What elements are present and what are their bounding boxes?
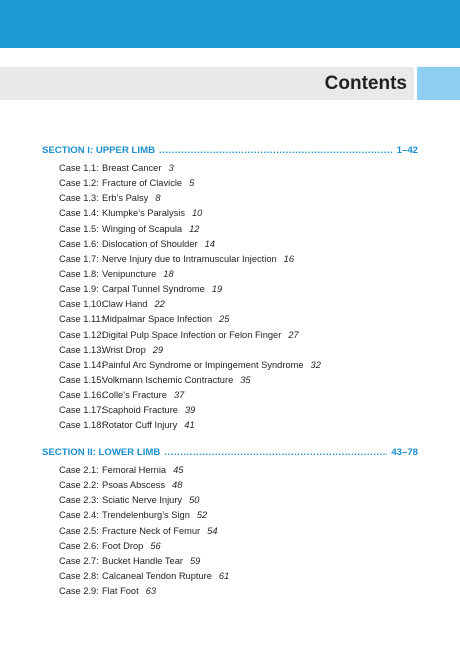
case-title-wrap (102, 463, 183, 478)
case-title-wrap (102, 569, 229, 584)
case-title-wrap (102, 403, 195, 418)
case-title: Flat Foot (102, 586, 139, 597)
case-page-number: 10 (192, 208, 203, 219)
toc-entry[interactable] (59, 252, 419, 267)
toc-entry[interactable] (59, 237, 419, 252)
case-title: Scaphoid Fracture (102, 405, 178, 416)
case-title: Bucket Handle Tear (102, 555, 183, 566)
case-number: Case 1.13: (59, 344, 104, 355)
toc-entry[interactable] (59, 554, 419, 569)
section-page-range: 1–42 (396, 145, 418, 156)
case-title: Dislocation of Shoulder (102, 238, 198, 249)
toc-entry[interactable] (59, 312, 419, 327)
case-page-number: 35 (240, 374, 251, 385)
case-title-wrap (102, 191, 161, 206)
case-title-wrap (102, 282, 222, 297)
toc-entry[interactable] (59, 478, 419, 493)
case-number: Case 1.5: (59, 223, 99, 234)
case-page-number: 37 (173, 390, 185, 401)
case-title-wrap (102, 328, 299, 343)
case-title: Nerve Injury due to Intramuscular Injection (102, 253, 277, 264)
case-title: Fracture Neck of Femur (102, 525, 201, 536)
case-title: Foot Drop (102, 540, 144, 551)
section-title: SECTION I: UPPER LIMB (42, 145, 155, 156)
case-title-wrap (102, 358, 321, 373)
header-color-band (0, 0, 460, 48)
case-title-wrap (102, 222, 199, 237)
case-page-number: 41 (184, 420, 195, 431)
case-page-number: 14 (204, 238, 215, 249)
toc-entry[interactable] (59, 539, 419, 554)
case-number: Case 2.7: (59, 555, 99, 566)
toc-entry[interactable] (59, 358, 419, 373)
case-title-wrap (102, 584, 156, 599)
case-page-number: 5 (189, 178, 195, 189)
case-page-number: 50 (189, 495, 200, 506)
case-page-number: 63 (145, 586, 157, 597)
case-title: Painful Arc Syndrome or Impingement Syndrome (102, 359, 304, 370)
toc-entry[interactable] (59, 297, 419, 312)
case-number: Case 1.14: (59, 359, 104, 370)
case-page-number: 52 (196, 510, 208, 521)
toc-entry[interactable] (59, 388, 419, 403)
case-page-number: 27 (288, 329, 299, 340)
case-title: Claw Hand (102, 299, 148, 310)
case-title-wrap (102, 312, 229, 327)
toc-entry[interactable] (59, 569, 419, 584)
case-number: Case 1.7: (59, 253, 99, 264)
toc-entry[interactable] (59, 222, 419, 237)
toc-entry[interactable] (59, 418, 419, 433)
toc-entry[interactable] (59, 463, 419, 478)
case-title: Digital Pulp Space Infection or Felon Finger (102, 329, 282, 340)
page-title: Contents (324, 73, 407, 94)
case-title: Volkmann Ischemic Contracture (102, 374, 234, 385)
case-title: Psoas Abscess (102, 480, 166, 491)
case-number: Case 2.2: (59, 480, 99, 491)
case-title: Klumpke’s Paralysis (102, 208, 186, 219)
case-number: Case 1.9: (59, 284, 99, 295)
case-number: Case 1.8: (59, 268, 99, 279)
dot-leader (159, 143, 393, 159)
toc-entry[interactable] (59, 161, 419, 176)
case-page-number: 48 (172, 480, 183, 491)
case-number: Case 1.3: (59, 193, 99, 204)
case-page-number: 19 (211, 284, 223, 295)
case-title-wrap (102, 373, 251, 388)
case-number: Case 2.5: (59, 525, 99, 536)
case-title-wrap (102, 237, 215, 252)
case-title-wrap (102, 418, 195, 433)
case-page-number: 16 (283, 253, 295, 264)
case-title-wrap (102, 493, 199, 508)
case-title-wrap (102, 161, 174, 176)
toc-entry[interactable] (59, 343, 419, 358)
toc-entry[interactable] (59, 403, 419, 418)
case-title: Venipuncture (102, 268, 157, 279)
case-page-number: 12 (189, 223, 200, 234)
case-title-wrap (102, 343, 163, 358)
section-title: SECTION II: LOWER LIMB (42, 447, 161, 458)
toc-entry[interactable] (59, 206, 419, 221)
case-number: Case 1.11: (59, 314, 104, 325)
case-page-number: 54 (207, 525, 218, 536)
case-title-wrap (102, 206, 202, 221)
section-page-range: 43–78 (391, 447, 418, 458)
case-title-wrap (102, 539, 161, 554)
toc-entry[interactable] (59, 191, 419, 206)
case-number: Case 1.17: (59, 405, 104, 416)
case-title-wrap (102, 388, 184, 403)
case-title: Erb’s Palsy (102, 193, 149, 204)
title-accent-block (417, 67, 460, 100)
case-list-upper-limb (59, 161, 419, 434)
case-list-lower-limb (59, 463, 419, 599)
case-number: Case 1.4: (59, 208, 99, 219)
case-page-number: 59 (189, 555, 201, 566)
case-page-number: 3 (168, 163, 174, 173)
case-page-number: 18 (163, 268, 174, 279)
case-page-number: 61 (218, 570, 230, 581)
case-page-number: 56 (150, 540, 161, 551)
case-page-number: 39 (184, 405, 196, 416)
case-title-wrap (102, 252, 294, 267)
case-title-wrap (102, 478, 182, 493)
case-number: Case 1.1: (59, 163, 99, 173)
case-number: Case 1.12: (59, 329, 104, 340)
case-title: Colle’s Fracture (102, 390, 167, 401)
case-page-number: 29 (152, 344, 164, 355)
case-number: Case 2.6: (59, 540, 99, 551)
toc-entry[interactable] (59, 493, 419, 508)
case-title: Trendelenburg’s Sign (102, 510, 190, 521)
case-page-number: 25 (219, 314, 230, 325)
case-title: Wrist Drop (102, 344, 146, 355)
case-number: Case 1.2: (59, 178, 99, 189)
case-title: Winging of Scapula (102, 223, 183, 234)
toc-entry[interactable] (59, 373, 419, 388)
case-page-number: 45 (173, 465, 184, 475)
case-number: Case 1.10: (59, 299, 104, 310)
toc-entry[interactable] (59, 282, 419, 297)
case-page-number: 8 (155, 193, 161, 204)
case-title-wrap (102, 176, 194, 191)
case-number: Case 1.15: (59, 374, 104, 385)
case-number: Case 1.18: (59, 420, 104, 431)
case-title-wrap (102, 554, 200, 569)
case-page-number: 22 (154, 299, 165, 310)
case-number: Case 2.8: (59, 570, 99, 581)
toc-entry[interactable] (59, 328, 419, 343)
case-number: Case 1.6: (59, 238, 99, 249)
dot-leader (164, 445, 387, 461)
toc-entry[interactable] (59, 508, 419, 523)
case-title-wrap (102, 508, 207, 523)
toc-entry[interactable] (59, 176, 419, 191)
toc-entry[interactable] (59, 267, 419, 282)
toc-entry[interactable] (59, 524, 419, 539)
case-number: Case 1.16: (59, 390, 104, 401)
section-heading-lower-limb[interactable] (42, 445, 418, 461)
toc-entry[interactable] (59, 584, 419, 599)
case-number: Case 2.9: (59, 586, 99, 597)
case-title: Breast Cancer (102, 163, 162, 173)
case-title: Calcaneal Tendon Rupture (102, 570, 212, 581)
case-title-wrap (102, 267, 174, 282)
case-title: Midpalmar Space Infection (102, 314, 213, 325)
section-heading-upper-limb[interactable] (42, 143, 418, 159)
case-title: Carpal Tunnel Syndrome (102, 284, 205, 295)
case-title: Rotator Cuff Injury (102, 420, 178, 431)
case-page-number: 32 (310, 359, 321, 370)
case-title-wrap (102, 524, 218, 539)
case-number: Case 2.4: (59, 510, 99, 521)
case-title: Femoral Hernia (102, 465, 167, 475)
case-title-wrap (102, 297, 165, 312)
case-number: Case 2.1: (59, 465, 99, 475)
case-number: Case 2.3: (59, 495, 99, 506)
case-title: Sciatic Nerve Injury (102, 495, 183, 506)
case-title: Fracture of Clavicle (102, 178, 183, 189)
